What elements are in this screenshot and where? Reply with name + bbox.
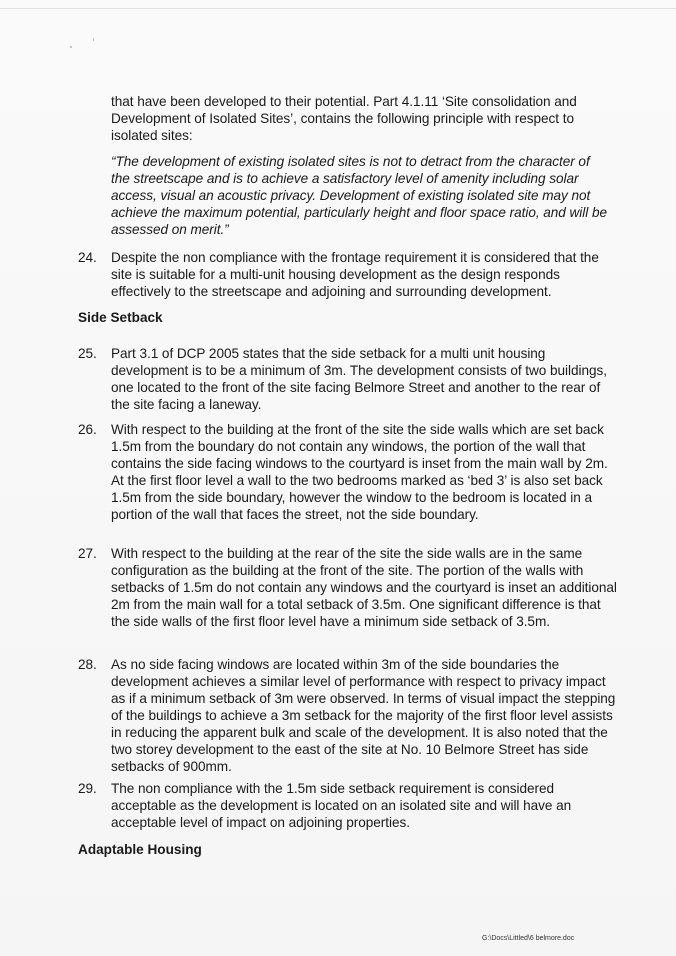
continued-paragraph: that have been developed to their potential. Part 4.1.11 ‘Site consolidation and Development of Isolated Sites’, contains the following principle with respect to isolated sites: bbox=[111, 94, 577, 143]
quoted-principle: “The development of existing isolated sites is not to detract from the character of the streetscape and is to achieve a satisfactory level of amenity including solar access, visual an acoustic privacy. Development of existing isolated site may not achieve the maximum potential, particularly height and floor space ratio, and will be assessed on merit.” bbox=[111, 154, 607, 237]
scan-speck bbox=[70, 46, 72, 48]
paragraph-number: 29. bbox=[78, 781, 97, 796]
scan-edge-line bbox=[0, 8, 676, 9]
paragraph-27 bbox=[78, 545, 618, 630]
paragraph-text: The non compliance with the 1.5m side setback requirement is considered acceptable as the development is located on an isolated site and will have an acceptable level of impact on adjoining properties. bbox=[111, 781, 572, 830]
paragraph-number: 24. bbox=[78, 250, 97, 265]
footer-file-path: G:\Docs\Littled\6 belmore.doc bbox=[482, 935, 575, 942]
paragraph-24 bbox=[78, 249, 618, 300]
paragraph-28 bbox=[78, 656, 618, 775]
scan-speck bbox=[93, 38, 94, 41]
paragraph-text: With respect to the building at the rear of the site the side walls are in the same configuration as the building at the front of the site. The portion of the walls with setbacks of 1.5m do not contain any windows and the courtyard is inset an additional 2m from the main wall for a total setback of 3.5m. One significant difference is that the side walls of the first floor level have a minimum side setback of 3.5m. bbox=[111, 546, 617, 629]
paragraph-number: 25. bbox=[78, 346, 97, 361]
paragraph-25 bbox=[78, 345, 618, 413]
paragraph-number: 28. bbox=[78, 657, 97, 672]
heading-adaptable-housing: Adaptable Housing bbox=[78, 842, 202, 857]
paragraph-number: 26. bbox=[78, 422, 97, 437]
paragraph-text: Part 3.1 of DCP 2005 states that the side setback for a multi unit housing development is to be a minimum of 3m. The development consists of two buildings, one located to the front of the site facing Belmore Street and another to the rear of the site facing a laneway. bbox=[111, 346, 607, 412]
paragraph-29 bbox=[78, 780, 618, 831]
paragraph-text: With respect to the building at the front of the site the side walls which are set back 1.5m from the boundary do not contain any windows, the portion of the wall that contains the side facing windows to the courtyard is inset from the main wall by 2m. At the first floor level a wall to the two bedrooms marked as ‘bed 3’ is also set back 1.5m from the side boundary, however the window to the bedroom is located in a portion of the wall that faces the street, not the side boundary. bbox=[111, 422, 608, 522]
paragraph-text: Despite the non compliance with the frontage requirement it is considered that the site is suitable for a multi-unit housing development as the design responds effectively to the streetscape and adjoining and surrounding development. bbox=[111, 250, 599, 299]
paragraph-text: As no side facing windows are located within 3m of the side boundaries the development achieves a similar level of performance with respect to privacy impact as if a minimum setback of 3m were observed. In terms of visual impact the stepping of the buildings to achieve a 3m setback for the majority of the first floor level assists in reducing the apparent bulk and scale of the development. It is also noted that the two storey development to the east of the site at No. 10 Belmore Street has side setbacks of 900mm. bbox=[111, 657, 616, 774]
paragraph-26 bbox=[78, 421, 618, 523]
heading-side-setback: Side Setback bbox=[78, 310, 163, 325]
paragraph-number: 27. bbox=[78, 546, 97, 561]
